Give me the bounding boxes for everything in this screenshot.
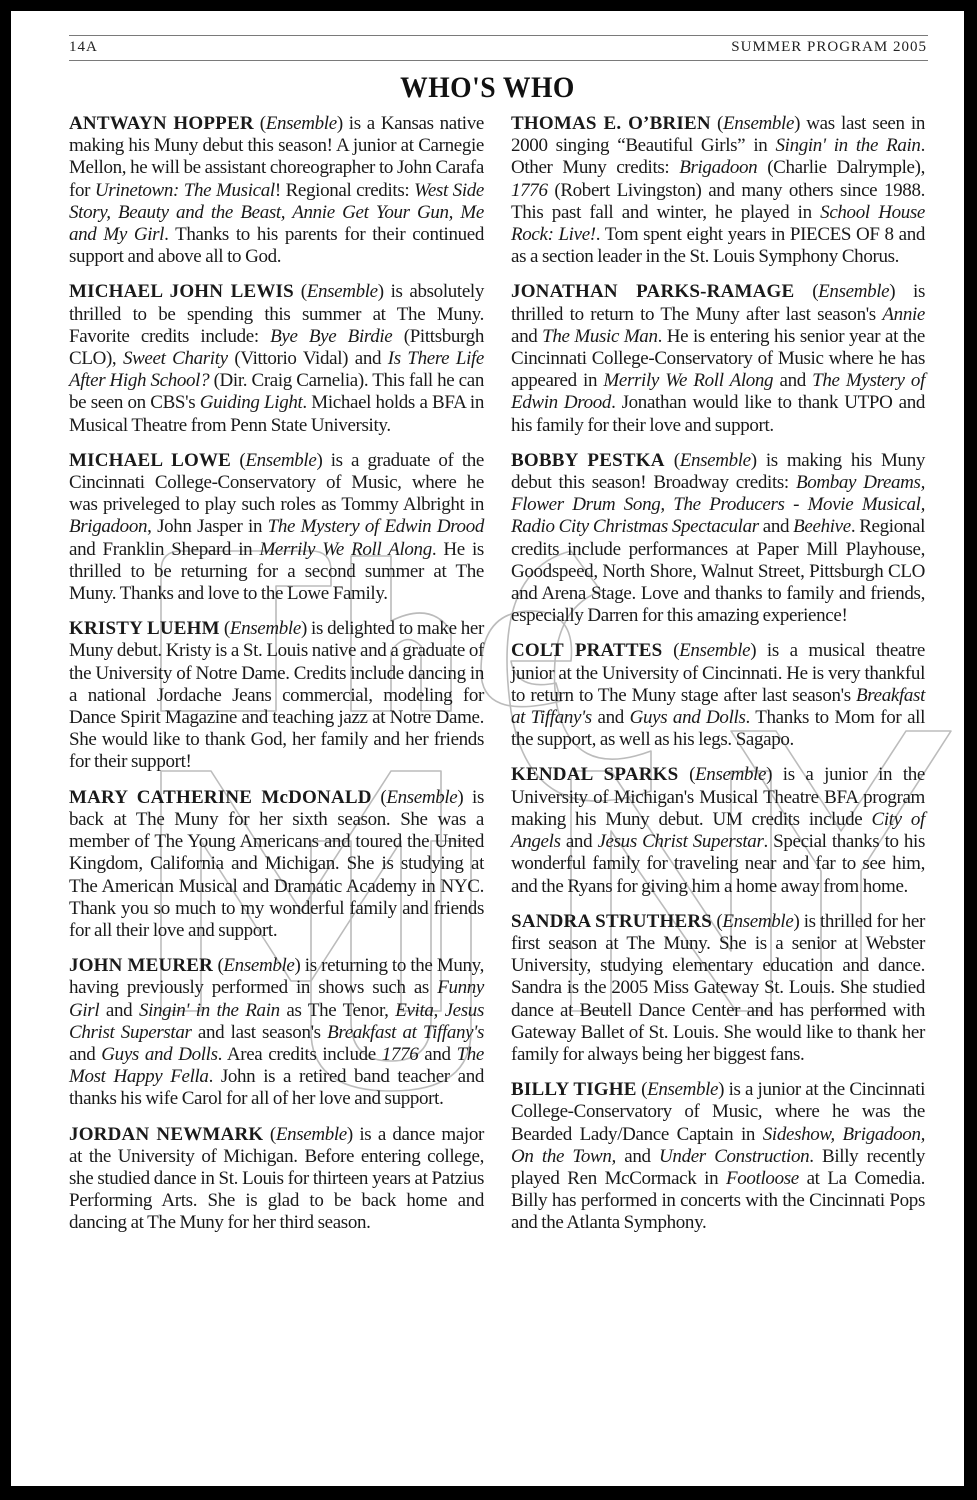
italic-credit: Urinetown: The Musical (94, 179, 275, 201)
italic-credit: Jesus Christ Superstar (597, 831, 764, 853)
bio-entry (69, 787, 484, 942)
bio-text: . Other Muny credits: (511, 135, 925, 179)
italic-credit: Is There Life After High School? (69, 348, 485, 392)
bio-entry (511, 113, 925, 268)
italic-credit: Ensemble (679, 449, 751, 471)
bio-text: at La Comedia. Billy has performed in concerts with the Cincinnati Pops and the Atlanta Symphony. (511, 1167, 925, 1234)
bio-text: ) is a Kansas native making his Muny debut this season! A junior at Carnegie Mellon, he will be assistant choreographer to John Carafa for (69, 113, 484, 201)
performer-name: COLT PRATTES (511, 640, 663, 662)
page-number: 14A (69, 39, 98, 55)
bio-text: and (69, 1043, 102, 1065)
performer-name: ANTWAYN HOPPER (69, 113, 254, 134)
italic-credit: Ensemble (306, 281, 378, 303)
right-column (511, 113, 925, 1248)
bio-text: (Charlie Dalrymple), (757, 157, 925, 179)
italic-credit: Ensemble (695, 764, 767, 786)
italic-credit: Evita, Jesus Christ Superstar (69, 999, 484, 1043)
bio-entry (69, 955, 484, 1110)
bio-entry (511, 640, 925, 751)
italic-credit: Ensemble (275, 1123, 347, 1145)
bio-text: . Tom spent eight years in PIECES OF 8 and as a section leader in the St. Louis Symphony Chorus. (511, 224, 925, 268)
italic-credit: West Side Story, Beauty and the Beast, Annie Get Your Gun, Me and My Girl (69, 179, 484, 246)
italic-credit: Ensemble (722, 910, 794, 932)
bio-text: , John Jasper in (147, 516, 268, 538)
bio-text: ) is thrilled to return to The Muny after last season's (511, 281, 925, 325)
bio-text: . John is a retired band teacher and thanks his wife Carol for all of her love and support. (69, 1066, 484, 1110)
bio-text: ( (712, 910, 723, 932)
performer-name: MICHAEL JOHN LEWIS (69, 281, 294, 303)
bio-text: and (773, 370, 813, 392)
performer-name: KENDAL SPARKS (511, 764, 679, 786)
bio-entry (511, 1079, 925, 1234)
italic-credit: Brigadoon (679, 157, 758, 179)
left-column (69, 113, 484, 1248)
italic-credit: Footloose (726, 1167, 799, 1189)
italic-credit: 1776 (511, 179, 548, 201)
bio-text: and (591, 707, 630, 729)
bio-text: ) is a dance major at the University of Michigan. Before entering college, she studied dance in St. Louis for thirteen years at Patzius Performing Arts. She is glad to be back home and dancing at The Muny for her third season. (69, 1123, 484, 1234)
italic-credit: The Mystery of Edwin Drood (267, 516, 484, 538)
bio-text: ( (253, 113, 266, 134)
italic-credit: Singin' in the Rain (138, 999, 280, 1021)
performer-name: THOMAS E. O’BRIEN (511, 113, 711, 134)
bio-text: ( (636, 1079, 648, 1101)
italic-credit: Ensemble (265, 113, 337, 134)
header-rule-bottom (69, 60, 928, 61)
bio-text: ( (371, 786, 387, 808)
italic-credit: Ensemble (647, 1079, 719, 1101)
italic-credit: Breakfast at Tiffany's (327, 1021, 485, 1043)
italic-credit: Guys and Dolls (629, 707, 746, 729)
bio-text: and (511, 325, 543, 347)
bio-text: ) was last seen in 2000 singing “Beautiful Girls” in (511, 113, 925, 157)
bio-text: ) is a junior in the University of Michigan's Musical Theatre BFA program making his Muny debut. UM credits include (511, 764, 925, 830)
italic-credit: Guiding Light (199, 392, 303, 414)
performer-name: JORDAN NEWMARK (69, 1123, 264, 1145)
bio-entry (69, 1124, 484, 1235)
bio-text: and last season's (191, 1021, 328, 1043)
bio-entry (511, 911, 925, 1066)
bio-entry (511, 764, 925, 897)
bio-entry (69, 618, 484, 773)
bio-text: and (560, 831, 598, 853)
italic-credit: The Most Happy Fella (69, 1043, 485, 1088)
bio-entry (511, 450, 925, 628)
performer-name: SANDRA STRUTHERS (511, 910, 713, 932)
performer-name: MICHAEL LOWE (69, 449, 232, 471)
italic-credit: Ensemble (229, 618, 301, 640)
bio-text: ( (219, 618, 230, 640)
performer-name: KRISTY LUEHM (69, 618, 220, 640)
italic-credit: Beehive (793, 516, 851, 538)
bio-text: ( (213, 955, 224, 977)
bio-text: and (418, 1043, 457, 1065)
bio-text: . He is entering his senior year at the Cincinnati College-Conservatory of Music where he has appeared in (511, 325, 925, 392)
italic-credit: Ensemble (245, 449, 317, 471)
performer-name: MARY CATHERINE McDONALD (69, 786, 372, 808)
italic-credit: Under Construction (659, 1145, 810, 1167)
bio-text: ) is making his Muny debut this season! Broadway credits: (511, 449, 925, 494)
performer-name: BOBBY PESTKA (511, 449, 665, 471)
bio-text: (Robert Livingston) and many others since 1988. This past fall and winter, he played in (511, 179, 925, 223)
bio-text: . Thanks to his parents for their continued support and above all to God. (69, 224, 484, 268)
italic-credit: Breakfast at Tiffany's (511, 684, 925, 729)
bio-entry (511, 281, 925, 436)
italic-credit: Sweet Charity (122, 348, 228, 370)
bio-text: ( (710, 113, 723, 134)
header-rule-top (69, 35, 928, 36)
bio-text: ( (293, 281, 307, 303)
performer-name: JOHN MEURER (69, 955, 214, 977)
italic-credit: School House Rock: Live! (511, 201, 925, 246)
bio-text: ) is returning to the Muny, having previously performed in shows such as (69, 955, 484, 999)
bio-text: and (99, 999, 139, 1021)
page-title: WHO'S WHO (400, 71, 575, 104)
italic-credit: Brigadoon (69, 516, 148, 538)
italic-credit: City of Angels (511, 808, 925, 853)
bio-entry (69, 450, 484, 605)
italic-credit: Ensemble (386, 786, 458, 808)
bio-text: ) is delighted to make her Muny debut. Kristy is a St. Louis native and a graduate of the University of Notre Dame. Credits include dancing in a national Jordache Jeans commercial, modeling for Dance Spirit Magazine and teaching jazz at Notre Dame. She would like to thank God, her family and her friends for their support! (69, 618, 484, 773)
bio-text: . Michael holds a BFA in Musical Theatre from Penn State University. (69, 392, 484, 436)
italic-credit: The Music Man (542, 325, 658, 347)
bio-text: (Vittorio Vidal) and (227, 348, 388, 370)
bio-text: ( (794, 281, 819, 303)
italic-credit: Merrily We Roll Along (603, 370, 774, 392)
italic-credit: Ensemble (679, 640, 751, 662)
bio-text: (Pittsburgh CLO), (69, 325, 484, 370)
bio-text: ) is a musical theatre junior at the University of Cincinnati. He is very thankful to return to The Muny stage after last season's (511, 640, 925, 706)
italic-credit: Ensemble (818, 281, 890, 303)
bio-entry (69, 113, 484, 268)
italic-credit: Merrily We Roll Along (259, 538, 432, 560)
bio-text: ( (662, 640, 680, 662)
italic-credit: Bombay Dreams, Flower Drum Song, The Producers - Movie Musical, Radio City Christmas Spectacular (511, 472, 925, 538)
bio-text: ( (263, 1123, 276, 1145)
bio-text: ( (231, 449, 246, 471)
bio-text: ) is thrilled for her first season at The Muny. She is a senior at Webster University, studying elementary education and dance. Sandra is the 2005 Miss Gateway St. Louis. She studied dance at Beutell Dance Center and has performed with Gateway Ballet of St. Louis. She would like to thank her family for always being her biggest fans. (511, 910, 925, 1065)
bio-text: as The Tenor, (279, 999, 396, 1021)
bio-text: ( (678, 764, 696, 786)
italic-credit: 1776 (381, 1043, 419, 1065)
performer-name: BILLY TIGHE (511, 1079, 637, 1101)
italic-credit: Bye Bye Birdie (270, 325, 393, 347)
bio-text: . Thanks to Mom for all the support, as well as his legs. Sagapo. (511, 707, 926, 751)
bio-entry (69, 281, 484, 436)
bio-text: . Regional credits include performances at Paper Mill Playhouse, Goodspeed, North Shore, Walnut Street, Pittsburgh CLO and Arena Stage. Love and thanks to family and friends, especially Darren for this amazing experience! (511, 516, 926, 627)
bio-text: ) is absolutely thrilled to be spending this summer at The Muny. Favorite credits include: (69, 281, 484, 347)
bio-text: and Franklin Shepard in (69, 538, 260, 560)
bio-text: ) is back at The Muny for her sixth season. She was a member of The Young Americans and toured the United Kingdom, California and Michigan. She is studying at The American Musical and Dramatic Academy in NYC. Thank you so much to my wonderful family and friends for all their love and support. (69, 786, 484, 941)
bio-text: . Area credits include (217, 1043, 382, 1065)
bio-text: ! Regional credits: (274, 179, 415, 201)
program-page (11, 11, 964, 1486)
italic-credit: Sideshow, Brigadoon, On the Town, (511, 1123, 925, 1167)
bio-text: and (615, 1145, 660, 1167)
publication-name: SUMMER PROGRAM 2005 (731, 39, 927, 55)
italic-credit: Singin' in the Rain (775, 135, 921, 157)
bio-text: ) is a junior at the Cincinnati College-Conservatory of Music, where he was the Bearded Lady/Dance Captain in (511, 1079, 925, 1145)
bio-text: . Jonathan would like to thank UTPO and his family for their love and support. (511, 392, 926, 436)
italic-credit: Ensemble (723, 113, 795, 134)
italic-credit: The Mystery of Edwin Drood (511, 370, 926, 414)
performer-name: JONATHAN PARKS-RAMAGE (511, 281, 795, 303)
bio-text: (Dir. Craig Carnelia). This fall he can be seen on CBS's (69, 370, 484, 414)
bio-text: . He is thrilled to be returning for a second summer at The Muny. Thanks and love to the Lowe Family. (69, 538, 484, 605)
italic-credit: Guys and Dolls (101, 1043, 218, 1065)
italic-credit: Ensemble (223, 955, 295, 977)
bio-text: . Billy recently played Ren McCormack in (511, 1145, 926, 1189)
bio-text: and (758, 516, 794, 538)
bio-text: . Special thanks to his wonderful family for traveling near and far to see him, and the Ryans for giving him a home away from home. (511, 831, 925, 897)
bio-text: ) is a graduate of the Cincinnati College-Conservatory of Music, where he was priveleged to play such roles as Tommy Albright in (69, 449, 484, 516)
italic-credit: Funny Girl (69, 977, 484, 1021)
bio-text: ( (664, 449, 680, 471)
italic-credit: Annie (882, 303, 925, 325)
